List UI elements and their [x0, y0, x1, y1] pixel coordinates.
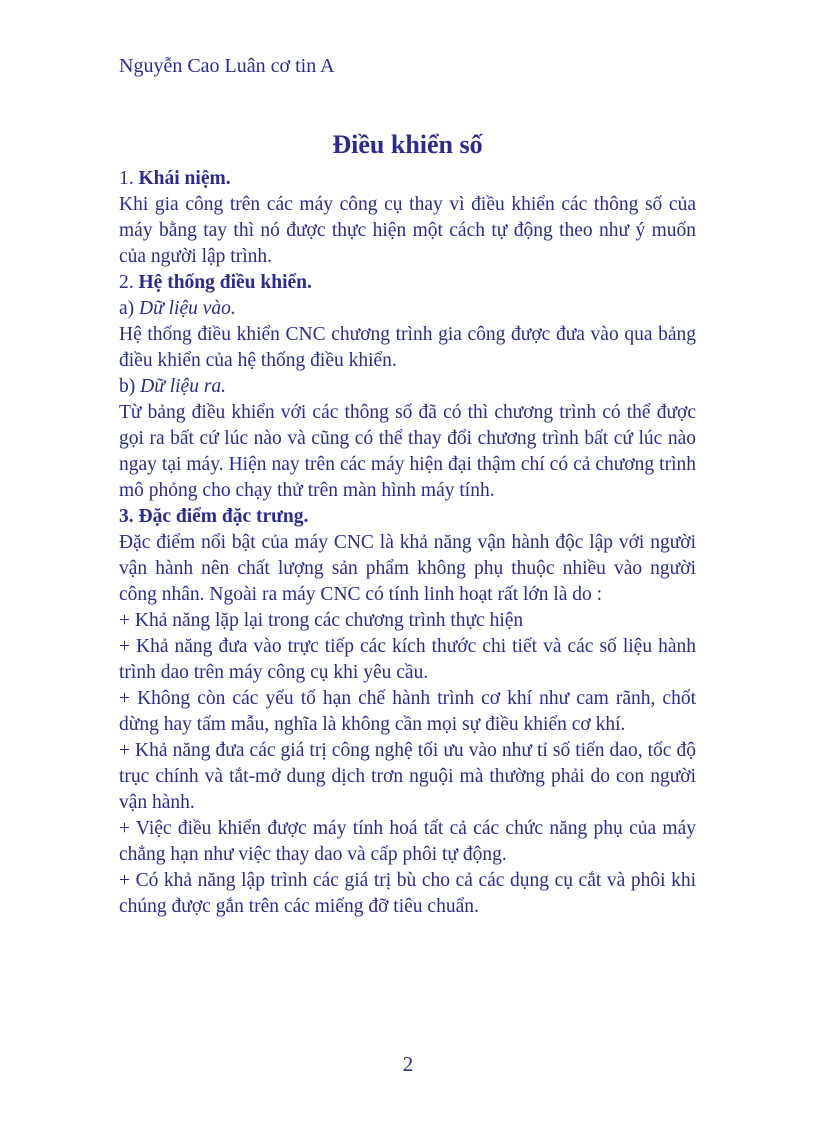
- page-number: 2: [402, 1052, 414, 1076]
- subsection-b-heading: [119, 374, 696, 400]
- section-1-title: Khái niệm.: [138, 168, 231, 189]
- section-2-heading: [119, 270, 696, 296]
- subsection-b-title: Dữ liệu ra.: [140, 376, 227, 397]
- section-1-number: 1.: [119, 168, 134, 189]
- section-3-intro: Đặc điểm nổi bật của máy CNC là khả năng vận hành độc lập với người vận hành nên chất lượng sản phẩm không phụ thuộc nhiều vào người công nhân. Ngoài ra máy CNC có tính linh hoạt rất lớn là do :: [119, 532, 696, 605]
- section-2-number: 2.: [119, 272, 134, 293]
- subsection-a-heading: [119, 296, 696, 322]
- section-3-heading: 3. Đặc điểm đặc trưng.: [119, 506, 309, 527]
- list-item: + Khả năng đưa các giá trị công nghệ tối ưu vào như tỉ số tiến dao, tốc độ trục chính và tắt-mở dung dịch trơn nguội mà thường phải do con người vận hành.: [119, 740, 696, 813]
- document-title: Điều khiển số: [332, 130, 483, 159]
- section-1-body: Khi gia công trên các máy công cụ thay vì điều khiển các thông số của máy bằng tay thì nó được thực hiện một cách tự động theo như ý muốn của người lập trình.: [119, 194, 696, 267]
- author-line: Nguyễn Cao Luân cơ tin A: [119, 55, 335, 77]
- subsection-b-label: b): [119, 376, 136, 397]
- list-item: + Việc điều khiển được máy tính hoá tất cả các chức năng phụ của máy chẳng hạn như việc thay dao và cấp phôi tự động.: [119, 818, 696, 865]
- list-item: + Khả năng đưa vào trực tiếp các kích thước chi tiết và các số liệu hành trình dao trên máy công cụ khi yêu cầu.: [119, 636, 696, 683]
- list-item: + Có khả năng lập trình các giá trị bù cho cả các dụng cụ cắt và phôi khi chúng được gắn trên các miếng đỡ tiêu chuẩn.: [119, 870, 696, 917]
- document-header: [119, 53, 335, 79]
- document-body: [119, 128, 696, 920]
- list-item: + Không còn các yếu tố hạn chế hành trình cơ khí như cam rãnh, chốt dừng hay tấm mẫu, nghĩa là không cần mọi sự điều khiển cơ khí.: [119, 688, 696, 735]
- subsection-a-title: Dữ liệu vào.: [139, 298, 236, 319]
- list-item: + Khả năng lặp lại trong các chương trình thực hiện: [119, 610, 524, 631]
- subsection-a-body: Hệ thống điều khiển CNC chương trình gia công được đưa vào qua bảng điều khiển của hệ thống điều khiển.: [119, 324, 696, 371]
- section-1-heading: [119, 166, 696, 192]
- subsection-b-body: Từ bảng điều khiển với các thông số đã có thì chương trình có thể được gọi ra bất cứ lúc nào và cũng có thể thay đổi chương trình bất cứ lúc nào ngay tại máy. Hiện nay trên các máy hiện đại thậm chí có cả chương trình mô phỏng cho chạy thử trên màn hình máy tính.: [119, 402, 696, 501]
- subsection-a-label: a): [119, 298, 135, 319]
- section-2-title: Hệ thống điều khiển.: [138, 272, 312, 293]
